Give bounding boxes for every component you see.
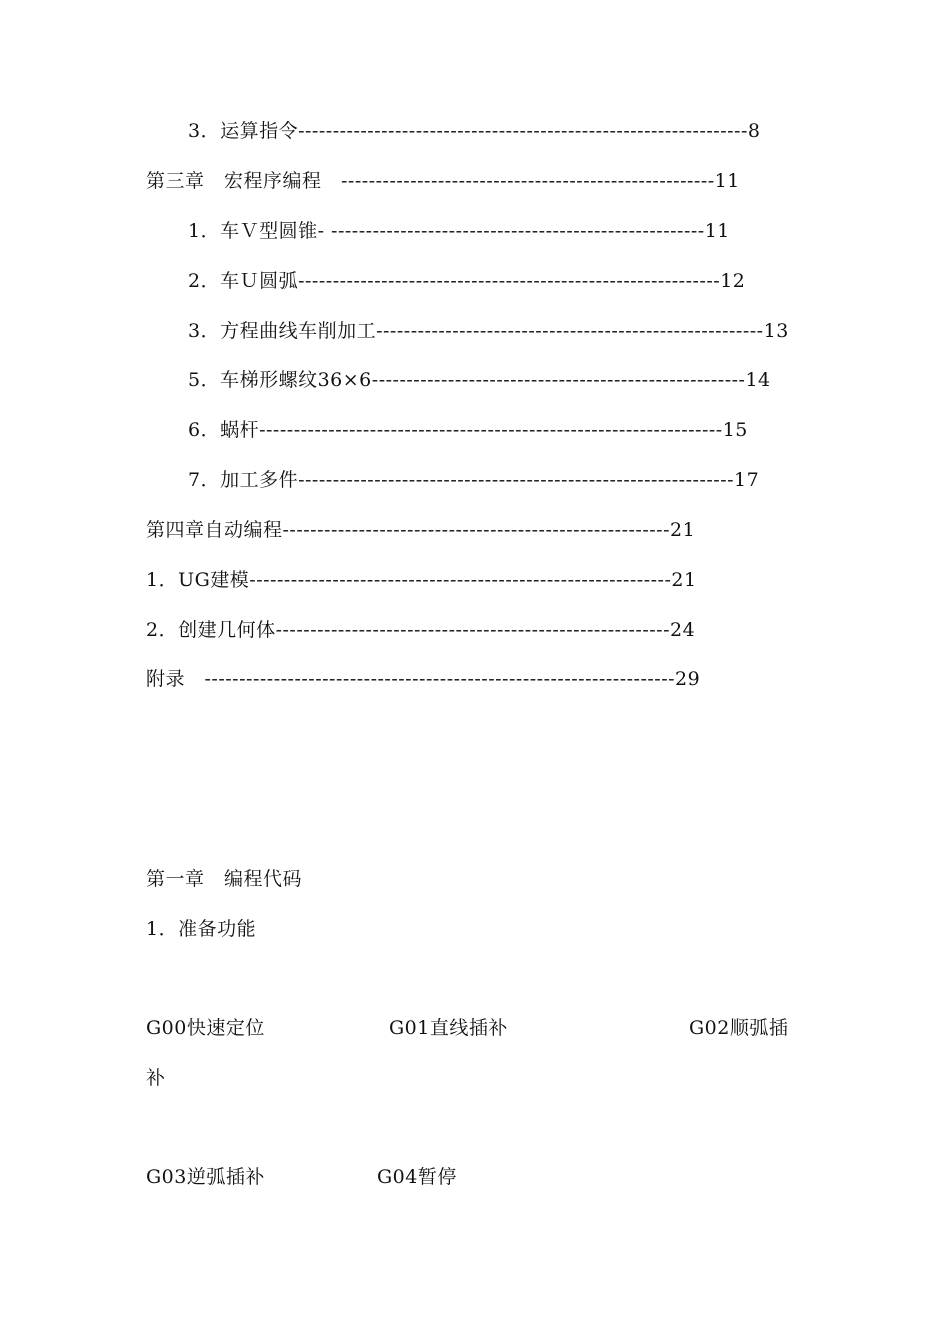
toc-entry-chapter4-automatic-programming[interactable]: 第四章自动编程--------------------------------------------------------21 [146,519,696,541]
toc-entry-5-trapezoidal-thread[interactable]: 5．车梯形螺纹36×6------------------------------------------------------14 [188,369,771,391]
code-g01: G01直线插补 [389,1017,508,1039]
section-heading: 1．准备功能 [146,918,257,940]
toc-entry-6-worm[interactable]: 6．蜗杆-------------------------------------------------------------------15 [188,419,748,441]
code-g02: G02顺弧插 [689,1017,789,1039]
toc-entry-1-v-cone[interactable]: 1．车Ｖ型圆锥- ------------------------------------------------------11 [188,220,730,242]
code-g02-wrap: 补 [146,1067,166,1089]
code-g04: G04暂停 [377,1166,457,1188]
toc-entry-3-equation-curve[interactable]: 3．方程曲线车削加工--------------------------------------------------------13 [188,320,789,342]
code-g03: G03逆弧插补 [146,1166,265,1188]
code-g00: G00快速定位 [146,1017,265,1039]
toc-entry-2-create-geometry[interactable]: 2．创建几何体---------------------------------------------------------24 [146,619,696,641]
toc-entry-7-multiple-parts[interactable]: 7．加工多件---------------------------------------------------------------17 [188,469,760,491]
toc-entry-1-ug-modeling[interactable]: 1．UG建模-------------------------------------------------------------21 [146,569,697,591]
chapter-heading: 第一章 编程代码 [146,868,303,890]
toc-entry-appendix[interactable]: 附录 --------------------------------------------------------------------29 [146,668,701,690]
toc-entry-chapter3-macro-programming[interactable]: 第三章 宏程序编程 ------------------------------------------------------11 [146,170,740,192]
toc-entry-2-u-arc[interactable]: 2．车Ｕ圆弧-------------------------------------------------------------12 [188,270,746,292]
toc-entry-3-operation-instructions[interactable]: 3．运算指令-----------------------------------------------------------------8 [188,120,761,142]
